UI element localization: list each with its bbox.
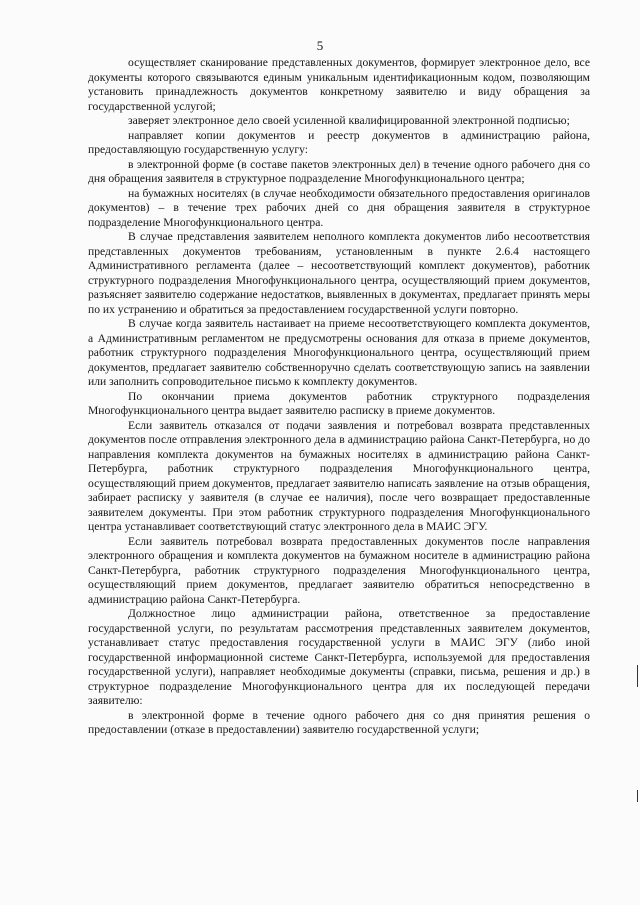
paragraph: В случае когда заявитель настаивает на приеме несоответствующего комплекта документов, а Административным регламентом не предусмотрены основания для отказа в приеме документов, работник структурного подразделения Многофункционального центра, осуществляющий прием документов, предлагает заявителю собственноручно сделать соответствующую запись на заявлении или заполнить сопроводительное письмо к комплекту документов. bbox=[88, 317, 590, 388]
document-body bbox=[88, 56, 590, 738]
page-number: 5 bbox=[316, 38, 324, 53]
paragraph: По окончании приема документов работник структурного подразделения Многофункционального центра выдает заявителю расписку в приеме документов. bbox=[88, 389, 590, 417]
paragraph: на бумажных носителях (в случае необходимости обязательного предоставления оригиналов документов) – в течение трех рабочих дней со дня обращения заявителя в структурное подразделение Многофункционального центра. bbox=[88, 186, 590, 229]
paragraph: Должностное лицо администрации района, ответственное за предоставление государственной услуги, по результатам рассмотрения представленных заявителем документов, устанавливает статус предоставления государственной услуги в МАИС ЭГУ (либо иной государственной информационной системе Санкт-Петербурга, используемой для предоставления государственной услуги), направляет необходимые документы (справки, письма, решения и др.) в структурное подразделение Многофункционального центра для их последующей передачи заявителю: bbox=[88, 607, 590, 707]
paragraph: в электронной форме в течение одного рабочего дня со дня принятия решения о предоставлении (отказе в предоставлении) заявителю государственной услуги; bbox=[88, 708, 590, 736]
paragraph: направляет копии документов и реестр документов в администрацию района, предоставляющую государственную услугу: bbox=[88, 128, 590, 156]
paragraph: Если заявитель отказался от подачи заявления и потребовал возврата представленных документов после отправления электронного дела в администрацию района Санкт-Петербурга, но до направления комплекта документов на бумажных носителях в администрацию района Санкт-Петербурга, работник структурного подразделения Многофункционального центра, осуществляющий прием документов, предлагает заявителю написать заявление на отзыв обращения, забирает расписку у заявителя (в случае ее наличия), после чего возвращает предоставленные заявителем документы. При этом работник структурного подразделения Многофункционального центра устанавливает соответствующий статус электронного дела в МАИС ЭГУ. bbox=[88, 418, 590, 533]
paragraph: заверяет электронное дело своей усиленной квалифицированной электронной подписью; bbox=[128, 114, 570, 127]
paragraph: Если заявитель потребовал возврата предоставленных документов после направления электронного обращения и комплекта документов на бумажном носителе в администрацию района Санкт-Петербурга, работник структурного подразделения Многофункционального центра, осуществляющий прием документов, предлагает заявителю обратиться непосредственно в администрацию района Санкт-Петербурга. bbox=[88, 534, 590, 606]
paragraph: осуществляет сканирование представленных документов, формирует электронное дело, все документы которого связываются единым уникальным идентификационным кодом, позволяющим установить принадлежность документов конкретному заявителю и виду обращения за государственной услугой; bbox=[88, 56, 590, 113]
scan-edge-mark bbox=[637, 790, 638, 802]
paragraph: в электронной форме (в составе пакетов электронных дел) в течение одного рабочего дня со дня обращения заявителя в структурное подразделение Многофункционального центра; bbox=[88, 157, 590, 185]
scan-edge-mark bbox=[637, 665, 638, 687]
paragraph: В случае представления заявителем неполного комплекта документов либо несоответствия представленных документов требованиям, установленным в пункте 2.6.4 настоящего Административного регламента (далее – несоответствующий комплект документов), работник структурного подразделения Многофункционального центра, осуществляющий прием документов, разъясняет заявителю содержание недостатков, выявленных в документах, предлагает принять меры по их устранению и обратиться за предоставлением государственной услуги повторно. bbox=[88, 230, 590, 316]
